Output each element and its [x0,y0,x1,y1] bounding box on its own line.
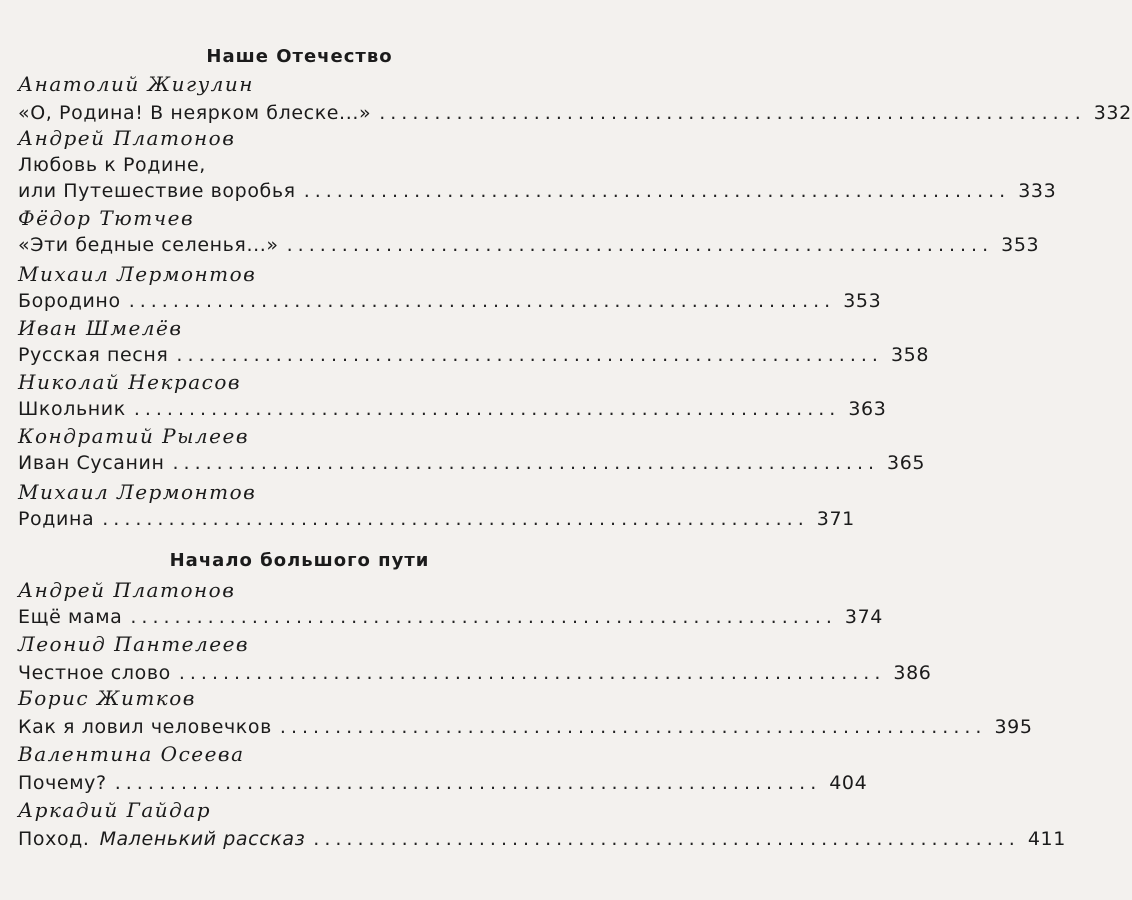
entry-author: Валентина Осеева [18,742,245,766]
entry-author: Михаил Лермонтов [18,480,257,504]
leader-dots: ................................................................ [172,452,880,474]
toc-entry-line[interactable] [18,662,932,684]
page-number: 358 [890,344,930,366]
entry-title: «Эти бедные селенья...» [18,234,279,256]
entry-title: Бородино [18,290,121,312]
page-number: 353 [843,290,882,312]
leader-dots: ................................................................ [130,606,837,628]
entry-author: Аркадий Гайдар [18,798,212,822]
entry-title: Родина [18,508,95,530]
entry-author: Николай Некрасов [18,370,242,394]
entry-title: Школьник [18,398,126,420]
leader-dots: ................................................................ [176,344,883,366]
entry-title: Почему? [18,772,107,794]
leader-dots: ................................................................ [102,508,809,530]
entry-author: Андрей Платонов [18,126,236,150]
entry-title: Ещё мама [18,606,123,628]
toc-entry-line[interactable] [18,508,855,530]
toc-entry-line[interactable] [18,180,1057,202]
entry-title-line1: Любовь к Родине, [18,154,206,176]
entry-author: Анатолий Жигулин [18,72,254,96]
leader-dots: ................................................................ [114,772,822,794]
toc-entry-line[interactable] [18,828,1066,850]
page-number: 404 [829,772,868,794]
entry-author: Андрей Платонов [18,578,236,602]
toc-entry-line[interactable] [18,102,1132,124]
toc-entry-line[interactable] [18,234,1040,256]
entry-author: Леонид Пантелеев [18,632,250,656]
page-number: 411 [1027,828,1066,850]
entry-author: Михаил Лермонтов [18,262,257,286]
entry-author: Кондратий Рылеев [18,424,249,448]
leader-dots: ................................................................ [279,716,987,738]
leader-dots: ................................................................ [133,398,841,420]
entry-author: Иван Шмелёв [18,316,183,340]
page-number: 365 [887,452,926,474]
entry-title: Русская песня [18,344,169,366]
toc-entry-line[interactable] [18,398,887,420]
toc-entry-line[interactable] [18,606,883,628]
section-title-nashe-otechestvo: Наше Отечество [206,46,393,67]
entry-author: Борис Житков [18,686,196,710]
page-number: 353 [1001,234,1040,256]
toc-entry-line[interactable] [18,344,930,366]
page-number: 395 [994,716,1033,738]
page-number: 363 [848,398,887,420]
leader-dots: ................................................................ [303,180,1011,202]
leader-dots: ................................................................ [286,234,994,256]
entry-title: Поход. [18,828,90,850]
leader-dots: ................................................................ [178,662,886,684]
page-number: 386 [893,662,932,684]
section-title-nachalo-bolshogo-puti: Начало большого пути [169,550,430,571]
page-number: 371 [816,508,855,530]
page-number: 333 [1018,180,1057,202]
toc-entry-line[interactable] [18,290,882,312]
toc-entry-line[interactable] [18,772,868,794]
entry-title: Иван Сусанин [18,452,165,474]
entry-title: «О, Родина! В неярком блеске...» [18,102,372,124]
entry-title-italic: Маленький рассказ [99,828,306,850]
leader-dots: ................................................................ [379,102,1086,124]
entry-title: Как я ловил человечков [18,716,272,738]
leader-dots: ................................................................ [313,828,1020,850]
page-number: 374 [844,606,883,628]
entry-title: или Путешествие воробья [18,180,296,202]
page-number: 332 [1093,102,1132,124]
leader-dots: ................................................................ [128,290,836,312]
entry-author: Фёдор Тютчев [18,206,195,230]
entry-title: Честное слово [18,662,171,684]
toc-entry-line[interactable] [18,716,1033,738]
toc-entry-line[interactable] [18,452,926,474]
